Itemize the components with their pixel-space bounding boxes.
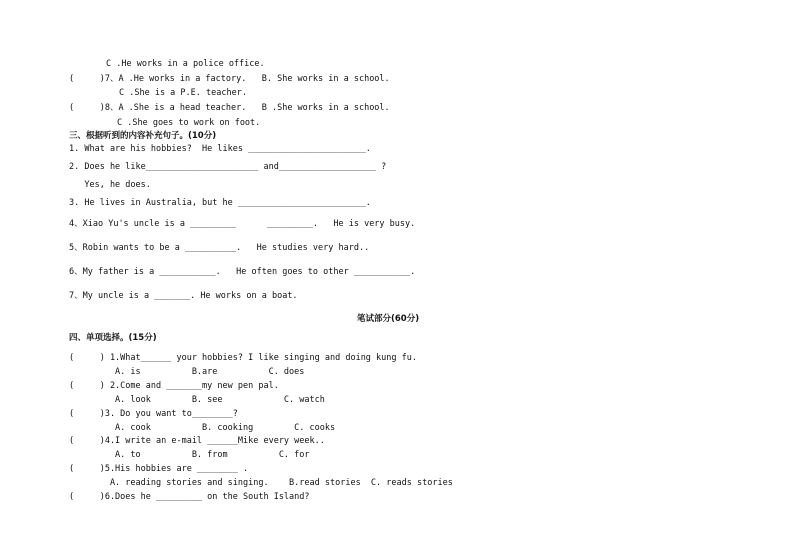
section4-line: A. is B.are C. does bbox=[69, 367, 305, 377]
section4-line: ( )6.Does he _________ on the South Island? bbox=[69, 492, 310, 502]
section3-line: 1. What are his hobbies? He likes _______________________. bbox=[69, 144, 371, 154]
section3-line: Yes, he does. bbox=[69, 180, 151, 190]
section4-heading: 四、单项选择。(15分) bbox=[69, 333, 157, 343]
section3-line: 3. He lives in Australia, but he _________________________. bbox=[69, 198, 371, 208]
section4-line: A. look B. see C. watch bbox=[69, 395, 325, 405]
section3-line: 4、Xiao Yu's uncle is a _________ _________. He is very busy. bbox=[69, 219, 416, 229]
section4-line: ( )3. Do you want to________? bbox=[69, 409, 238, 419]
section3-line: 2. Does he like______________________ and___________________ ? bbox=[69, 162, 387, 172]
section3-heading: 三、根据听到的内容补充句子。(10分) bbox=[69, 131, 217, 141]
listening-q6-option-c: C .He works in a police office. bbox=[106, 59, 265, 69]
section4-line: A. to B. from C. for bbox=[69, 450, 310, 460]
listening-q7-option-c: C .She is a P.E. teacher. bbox=[119, 88, 247, 98]
section3-line: 6、My father is a ___________. He often goes to other ___________. bbox=[69, 267, 416, 277]
listening-q7: ( )7、A .He works in a factory. B. She works in a school. bbox=[69, 74, 390, 84]
section4-line: ( )4.I write an e-mail ______Mike every week.. bbox=[69, 436, 325, 446]
section4-line: ( )5.His hobbies are ________ . bbox=[69, 464, 249, 474]
section4-line: A. cook B. cooking C. cooks bbox=[69, 423, 336, 433]
section3-line: 5、Robin wants to be a __________. He studies very hard.. bbox=[69, 243, 370, 253]
listening-q8: ( )8、A .She is a head teacher. B .She works in a school. bbox=[69, 103, 390, 113]
section4-line: ( ) 2.Come and _______my new pen pal. bbox=[69, 381, 279, 391]
section3-line: 7、My uncle is a _______. He works on a boat. bbox=[69, 291, 298, 301]
written-part-title: 笔试部分(60分) bbox=[357, 314, 420, 324]
section4-line: A. reading stories and singing. B.read stories C. reads stories bbox=[69, 478, 453, 488]
section4-line: ( ) 1.What______ your hobbies? I like singing and doing kung fu. bbox=[69, 353, 417, 363]
listening-q8-option-c: C .She goes to work on foot. bbox=[117, 118, 261, 128]
